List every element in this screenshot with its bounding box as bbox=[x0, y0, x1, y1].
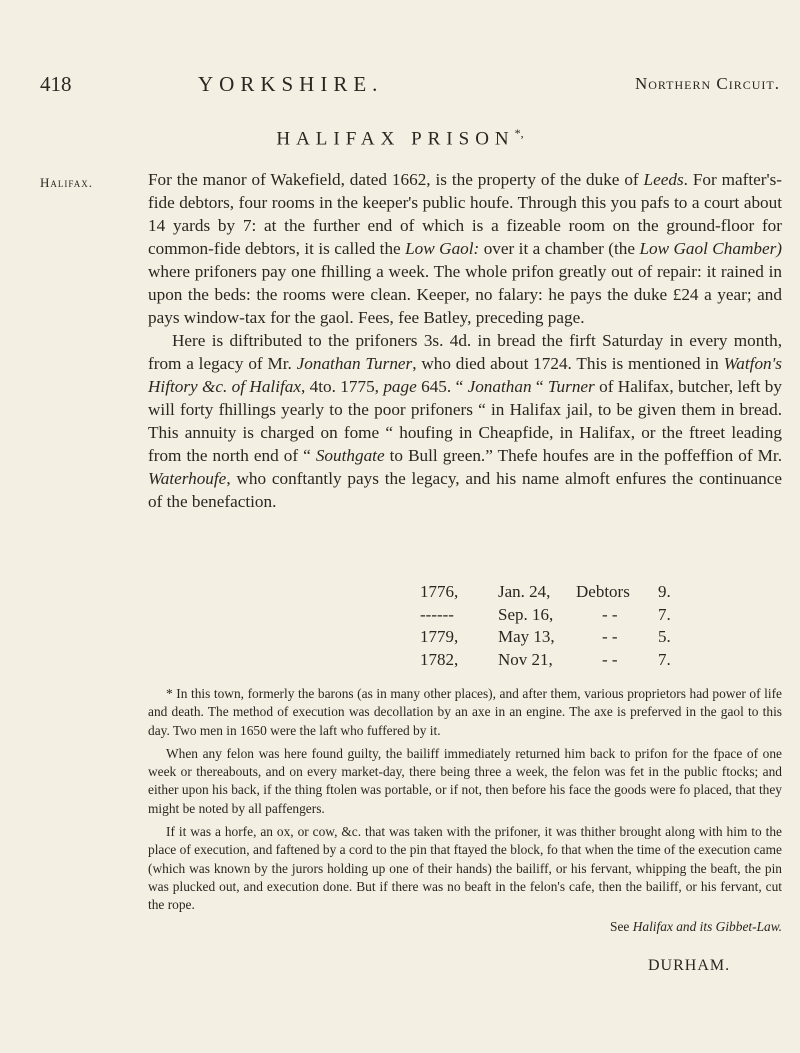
footnote-3: If it was a horfe, an ox, or cow, &c. that was taken with the prifoner, it was thither brought along with him to the place of execution, and faftened by a cord to the pin that ftayed the block, fo that when the time of the execution came (which was known by the jurors holding up one of their hands) the bailiff, or his fervant, whipping the beaft, the pin was plucked out, and execution done. But if there was no beaft in the felon's cafe, then the bailiff, or his fervant, cut the rope. bbox=[148, 824, 782, 913]
circuit-heading: Northern Circuit. bbox=[634, 74, 780, 93]
margin-note: Halifax. bbox=[40, 175, 93, 190]
see-reference: Halifax and its Gibbet-Law. bbox=[632, 918, 782, 934]
footnote-2: When any felon was here found guilty, the bailiff immediately returned him back to prifon for the fpace of one week or thereabouts, and on every market-day, there being three a week, the felon was fet in the public ftocks; and either upon his back, if the thing ftolen was portable, or if not, then before his face the goods were fo placed, that they might be noted by all paffengers. bbox=[148, 745, 782, 816]
low-gaol-chamber: Low Gaol Chamber) bbox=[639, 239, 783, 258]
name-jonathan-turner: Jonathan Turner bbox=[296, 354, 413, 373]
catchword: DURHAM. bbox=[648, 957, 731, 974]
paragraph-2: Here is diftributed to the prifoners 3s. 4d. in bread the firft Saturday in every month, from a legacy of Mr. Jonathan Turner, who died about 1724. This is mentioned in Watfon's Hiftory &c. of Halifax, 4to. 1775, page 645. “ Jonathan “ Turner of Halifax, butcher, left by will forty fhillings yearly to the poor prifoners “ in Halifax jail, to be given them in bread. This annuity is charged on fome “ houfing in Cheapfide, in Halifax, or the ftreet leading from the north end of “ Southgate to Bull green.” Thefe houfes are in the poffeffion of Mr. Waterhoufe, who conftantly pays the legacy, and his name almoft enfures the continuance of the benefaction. bbox=[148, 331, 782, 511]
section-title bbox=[0, 126, 800, 150]
quote-turner: Turner bbox=[547, 377, 595, 396]
page-number: 418 bbox=[40, 72, 72, 96]
footnote-1: * In this town, formerly the barons (as in many other places), and after them, various proprietors had power of life and death. The method of execution was decollation by an axe in an engine. The axe is preferved in the gaol to this day. Two men in 1650 were the laft who fuffered by it. bbox=[148, 686, 782, 738]
name-waterhoufe: Waterhoufe bbox=[148, 469, 227, 488]
table-row: 1779, May 13, - - 5. bbox=[420, 627, 671, 646]
debtors-table bbox=[420, 581, 671, 671]
body-text bbox=[148, 168, 782, 513]
table-row: 1776, Jan. 24, Debtors 9. bbox=[420, 582, 671, 601]
paragraph-1: For the manor of Wakefield, dated 1662, is the property of the duke of Leeds. For mafter's-fide debtors, four rooms in the keeper's public houfe. Through this you pafs to a court about 14 yards by 7: at the further end of which is a fizeable room on the ground-floor for common-fide debtors, it is called the Low Gaol: over it a chamber (the Low Gaol Chamber) where prifoners pay one fhilling a week. The whole prifon greatly out of repair: it rained in upon the beds: the rooms were clean. Keeper, no falary: he pays the duke £24 a year; and pays window-tax for the gaol. Fees, fee Batley, preceding page. bbox=[148, 170, 783, 327]
place-southgate: Southgate bbox=[315, 446, 385, 465]
footnotes bbox=[148, 685, 782, 941]
low-gaol: Low Gaol: bbox=[405, 239, 480, 258]
page-header bbox=[40, 72, 780, 102]
footnote-marker: *, bbox=[514, 126, 524, 140]
table-row: 1782, Nov 21, - - 7. bbox=[420, 649, 671, 669]
page-ref: page bbox=[383, 377, 417, 396]
footnote-see: See Halifax and its Gibbet-Law. bbox=[610, 918, 782, 934]
book-title: Watfon's Hiftory &c. of Halifax bbox=[148, 354, 782, 396]
section-title-text: HALIFAX PRISON bbox=[276, 128, 515, 150]
running-title: YORKSHIRE. bbox=[198, 72, 384, 96]
place-leeds: Leeds bbox=[643, 170, 684, 189]
table-row: ------ Sep. 16, - - 7. bbox=[420, 604, 671, 624]
quote-jonathan: Jonathan bbox=[467, 377, 532, 396]
